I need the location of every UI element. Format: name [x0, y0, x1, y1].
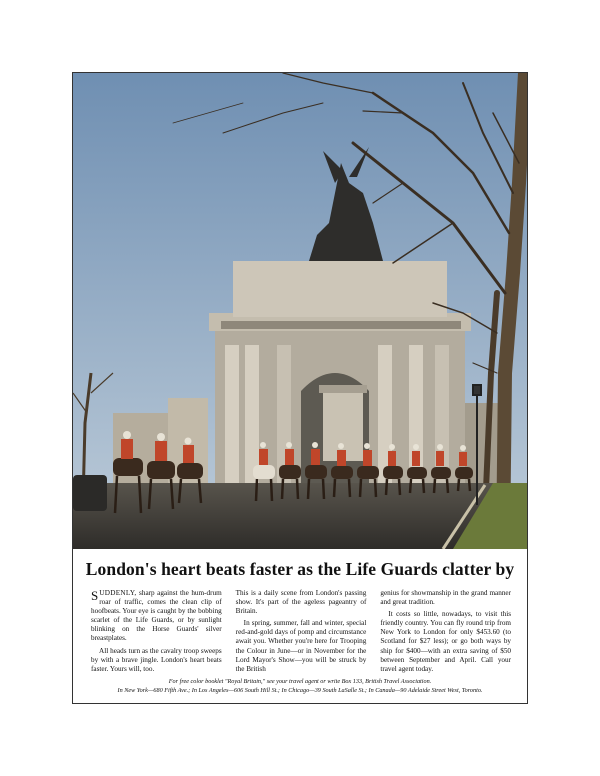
headline: London's heart beats faster as the Life Guards clatter by — [85, 559, 515, 579]
lead-word: UDDENLY, — [99, 589, 137, 597]
drop-cap: S — [91, 588, 99, 603]
column-2 — [236, 589, 367, 677]
column-3 — [380, 589, 511, 677]
parked-car — [73, 475, 107, 511]
paragraph: All heads turn as the cavalry troop sweeps by with a brave jingle. London's heart beats faster. Yours will, too. — [91, 646, 222, 673]
paragraph — [91, 589, 222, 644]
footer-line-addresses: In New York—680 Fifth Ave.; In Los Angeles—606 South Hill St.; In Chicago—39 South LaSalle St.; In Canada—90 Adelaide Street West, Toronto. — [117, 686, 483, 694]
footer — [73, 678, 527, 695]
wellington-arch-photo — [73, 73, 527, 549]
body-copy — [91, 589, 511, 677]
paragraph: genius for showmanship in the grand manner and great tradition. — [380, 589, 512, 607]
footer-line-booklet: For free color booklet "Royal Britain," see your travel agent or write Box 133, British Travel Association. — [168, 678, 432, 685]
column-1 — [91, 589, 222, 677]
paragraph: It costs so little, nowadays, to visit this friendly country. You can fly round trip from New York to London for only $453.60 (to Scotland for $27 less); or go both ways by ship for $400—with an extra saving of $50 between September and April. Call your travel agent today. — [380, 610, 512, 673]
paragraph: In spring, summer, fall and winter, special red-and-gold days of pomp and circumstance await you. Whether you're here for Trooping the Colour in June—or in November for the Lord Mayor's Show—you will be struck by the British — [235, 619, 367, 673]
paragraph-text: sharp against the hum-drum roar of traffic, comes the clean clip of hoofbeats. Your eye is caught by the bobbing scarlet of the Life Guards, or by sunlight blinking on the Horse Guards' silver breastplates. — [91, 589, 222, 643]
paragraph: This is a daily scene from London's passing show. It's part of the ageless pageantry of Britain. — [235, 589, 367, 616]
advertisement-page — [72, 72, 528, 704]
